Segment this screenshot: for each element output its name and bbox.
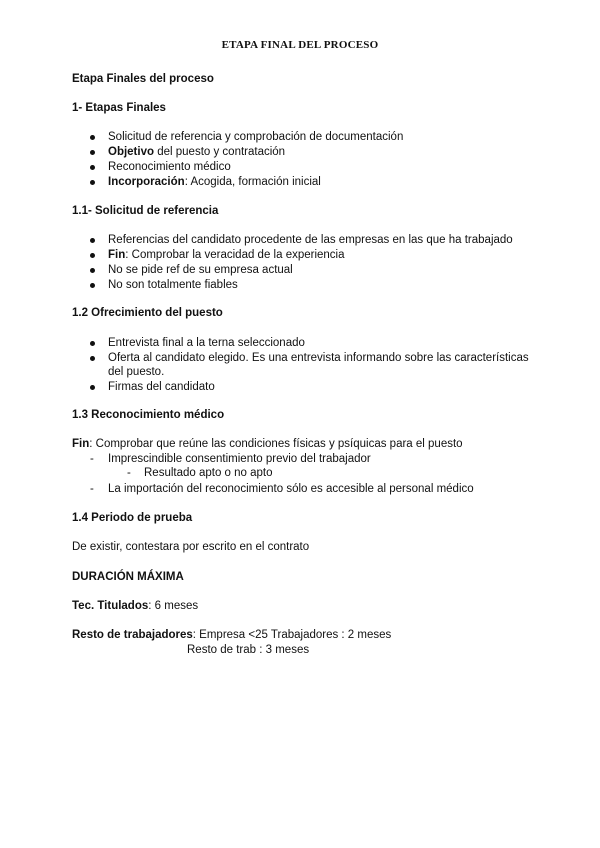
bullet-icon	[90, 180, 95, 185]
bullet-icon	[90, 165, 95, 170]
bullet-icon	[90, 238, 95, 243]
tec-titulados-line: Tec. Titulados: 6 meses	[72, 600, 199, 612]
duracion-heading: DURACIÓN MÁXIMA	[72, 571, 184, 583]
section-1-1-heading: 1.1- Solicitud de referencia	[72, 205, 219, 217]
list-item: Objetivo del puesto y contratación	[108, 146, 286, 158]
list-item: Fin: Comprobar la veracidad de la experiencia	[108, 249, 345, 261]
section-1-3-heading: 1.3 Reconocimiento médico	[72, 409, 225, 421]
list-item: Referencias del candidato procedente de las empresas en las que ha trabajado	[108, 234, 513, 246]
section-1-4-text: De existir, contestara por escrito en el contrato	[72, 541, 310, 553]
dash-item: Resultado apto o no apto	[144, 467, 273, 479]
list-item: Incorporación: Acogida, formación inicial	[108, 176, 321, 188]
section-1-2-heading: 1.2 Ofrecimiento del puesto	[72, 307, 223, 319]
list-item: Entrevista final a la terna seleccionado	[108, 337, 305, 349]
fin-statement: Fin: Comprobar que reúne las condiciones físicas y psíquicas para el puesto	[72, 438, 463, 450]
list-item: Solicitud de referencia y comprobación de documentación	[108, 131, 404, 143]
resto-trabajadores-line-2: Resto de trab : 3 meses	[187, 644, 310, 656]
dash-item: La importación del reconocimiento sólo es accesible al personal médico	[108, 483, 474, 495]
list-item: Firmas del candidato	[108, 381, 215, 393]
list-item: Reconocimiento médico	[108, 161, 231, 173]
list-item: No son totalmente fiables	[108, 279, 238, 291]
section-1-heading: 1- Etapas Finales	[72, 102, 166, 114]
bullet-icon	[90, 341, 95, 346]
dash-marker: -	[90, 483, 94, 495]
bullet-icon	[90, 135, 95, 140]
document-title: ETAPA FINAL DEL PROCESO	[221, 39, 379, 51]
dash-marker: -	[90, 453, 94, 465]
dash-marker: -	[127, 467, 131, 479]
bullet-icon	[90, 150, 95, 155]
section-1-4-heading: 1.4 Periodo de prueba	[72, 512, 193, 524]
list-item-continuation: del puesto.	[108, 366, 165, 378]
main-heading: Etapa Finales del proceso	[72, 73, 214, 85]
bullet-icon	[90, 385, 95, 390]
bullet-icon	[90, 268, 95, 273]
list-item: No se pide ref de su empresa actual	[108, 264, 293, 276]
bullet-icon	[90, 356, 95, 361]
list-item: Oferta al candidato elegido. Es una entrevista informando sobre las características	[108, 352, 529, 364]
resto-trabajadores-line: Resto de trabajadores: Empresa <25 Trabajadores : 2 meses	[72, 629, 392, 641]
dash-item: Imprescindible consentimiento previo del trabajador	[108, 453, 371, 465]
bullet-icon	[90, 283, 95, 288]
bullet-icon	[90, 253, 95, 258]
